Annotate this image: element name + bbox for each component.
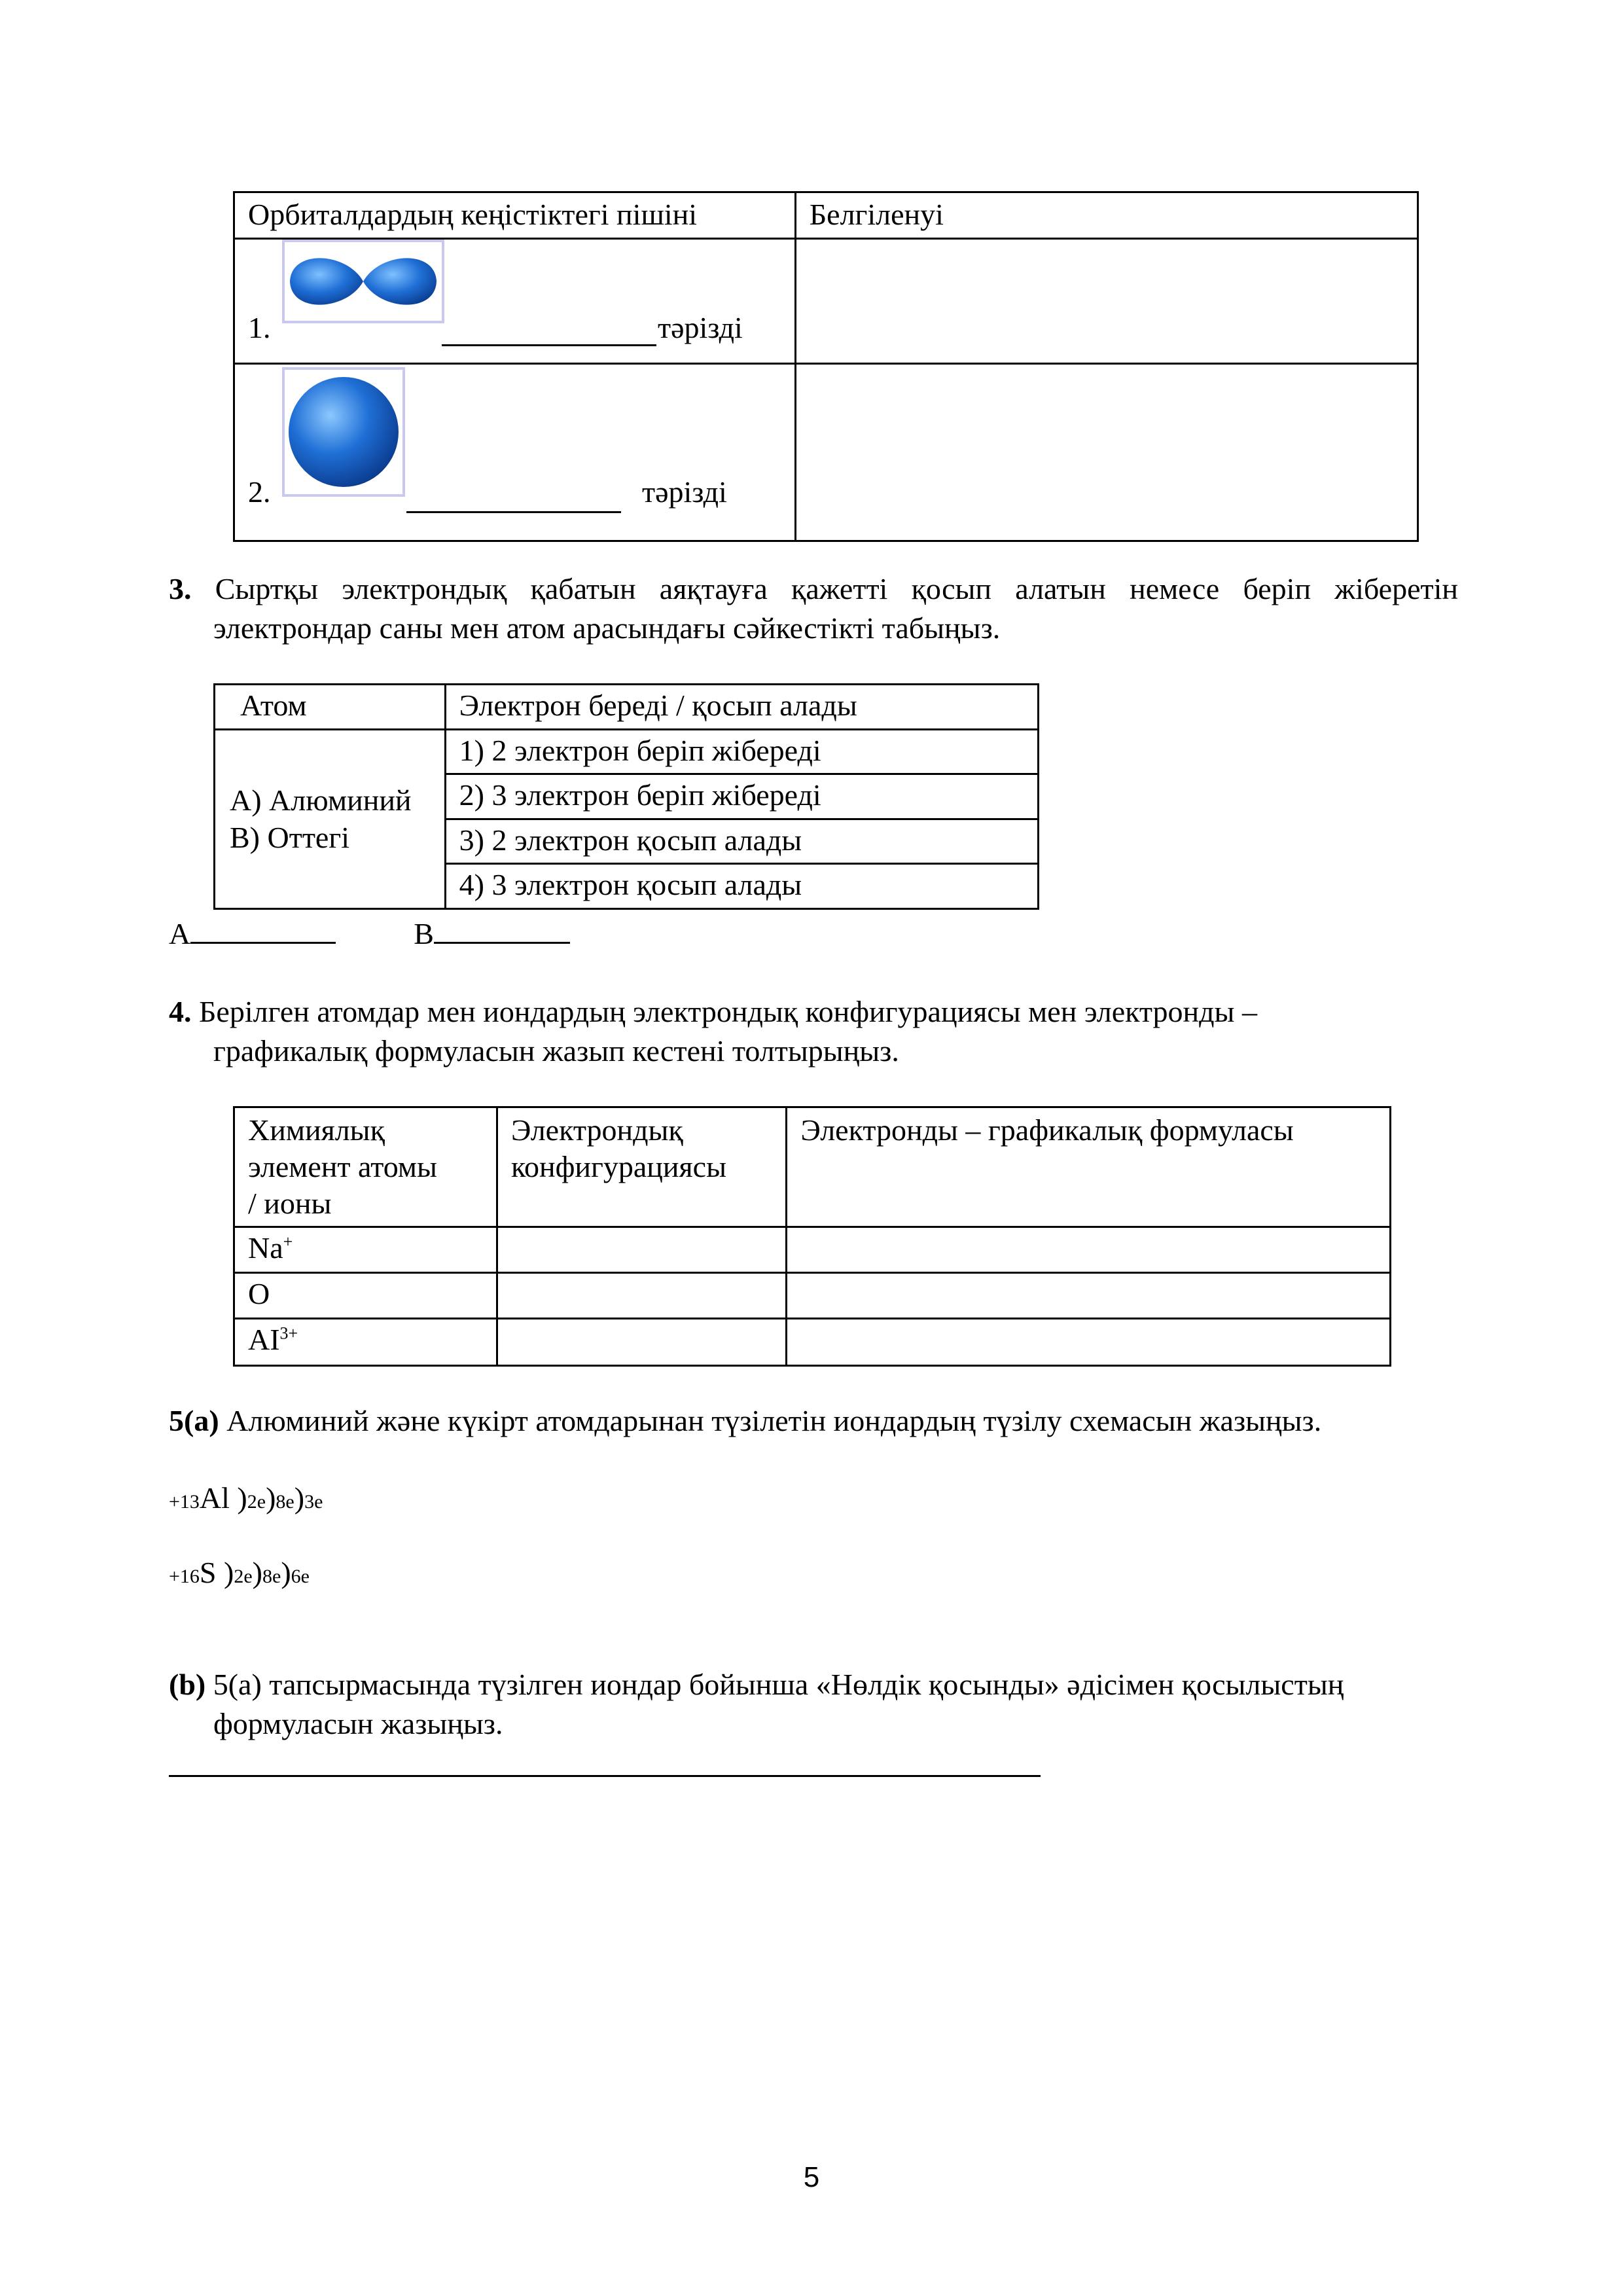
question-4 <box>169 992 1458 1071</box>
answer-b-line[interactable] <box>434 942 570 944</box>
q3-text-line2: электрондар саны мен атом арасындағы сәйкестікті табыңыз. <box>213 611 1001 645</box>
q3-answers <box>169 916 570 951</box>
q4-table <box>233 1106 1391 1367</box>
q3-number: 3. <box>169 572 192 605</box>
question-5a <box>169 1403 1321 1438</box>
al-scheme: +13Al )2e)8e)3e <box>169 1481 323 1515</box>
q4-al-config[interactable] <box>497 1319 787 1366</box>
orbital-row-2 <box>234 363 796 541</box>
dumbbell-orbital-icon <box>285 242 442 321</box>
q3-option-3: 3) 2 электрон қосып алады <box>445 819 1038 864</box>
q3-atoms-cell <box>215 729 446 908</box>
p-orbital-image <box>282 240 444 323</box>
s-orbital-image <box>282 367 405 497</box>
question-5b <box>169 1665 1458 1744</box>
q4-header-graphic: Электронды – графикалық формуласы <box>787 1107 1391 1227</box>
al-charge: +13 <box>169 1491 200 1513</box>
q3-atom-header: Атом <box>215 685 446 730</box>
q3-atom-a: А) Алюминий <box>230 783 412 817</box>
q3-atom-b: В) Оттегі <box>230 821 349 854</box>
q4-row-al: $AI^{3+}$ <box>234 1319 497 1366</box>
q4-row-o: O <box>234 1273 497 1319</box>
q3-option-header: Электрон береді / қосып алады <box>445 685 1038 730</box>
row2-number: 2. <box>248 475 271 509</box>
orbital-row-2-mark[interactable] <box>795 363 1418 541</box>
q4-text-line1: Берілген атомдар мен иондардың электрондық конфигурациясы мен электронды – <box>199 995 1257 1028</box>
page-number: 5 <box>803 2161 820 2193</box>
orbital-shape-header: Орбиталдардың кеңістіктегі пішіні <box>234 192 796 239</box>
al-symbol: Al <box>199 1481 230 1515</box>
q4-header-element: Химиялық элемент атомы / ионы <box>234 1107 497 1227</box>
q5b-number: (b) <box>169 1668 206 1701</box>
q4-al-graphic[interactable] <box>787 1319 1391 1366</box>
q5b-text-line1: 5(а) тапсырмасында түзілген иондар бойынша «Нөлдік қосынды» әдісімен қосылыстың <box>213 1668 1344 1701</box>
orbital-row-1-mark[interactable] <box>795 238 1418 363</box>
q3-option-1: 1) 2 электрон беріп жібереді <box>445 729 1038 774</box>
q5b-text-line2: формуласын жазыңыз. <box>213 1707 503 1740</box>
q3-text-line1: Сыртқы электрондық қабатын аяқтауға қажетті қосып алатын немесе беріп жіберетін <box>215 572 1458 605</box>
q4-header-config: Электрондық конфигурациясы <box>497 1107 787 1227</box>
q4-text-line2: графикалық формуласын жазып кестені толтырыңыз. <box>213 1034 899 1067</box>
q4-row-na: Na+ <box>234 1227 497 1273</box>
answer-a-label: А <box>169 917 191 950</box>
question-3 <box>169 569 1458 648</box>
row2-suffix: тәрізді <box>642 475 727 509</box>
q5a-text: Алюминий және күкірт атомдарынан түзілетін иондардың түзілу схемасын жазыңыз. <box>226 1404 1322 1437</box>
orbital-row-1 <box>234 238 796 363</box>
orbital-table <box>233 191 1419 542</box>
q4-number: 4. <box>169 995 192 1028</box>
row2-answer-line[interactable] <box>406 511 621 513</box>
answer-b-label: В <box>414 917 434 950</box>
row1-suffix: тәрізді <box>658 310 743 344</box>
sphere-orbital-icon <box>285 370 402 494</box>
q3-option-2: 2) 3 электрон беріп жібереді <box>445 774 1038 819</box>
answer-a-line[interactable] <box>190 942 336 944</box>
s-charge: +16 <box>169 1566 200 1587</box>
q4-o-config[interactable] <box>497 1273 787 1319</box>
orbital-mark-header: Белгіленуі <box>795 192 1418 239</box>
q5a-number: 5(a) <box>169 1404 219 1437</box>
q3-option-4: 4) 3 электрон қосып алады <box>445 864 1038 909</box>
s-symbol: S <box>199 1556 217 1589</box>
q3-table <box>213 683 1039 910</box>
q5b-answer-line[interactable] <box>169 1775 1041 1777</box>
q4-na-graphic[interactable] <box>787 1227 1391 1273</box>
q4-o-graphic[interactable] <box>787 1273 1391 1319</box>
q4-na-config[interactable] <box>497 1227 787 1273</box>
row1-answer-line[interactable] <box>442 344 656 346</box>
row1-number: 1. <box>248 310 271 344</box>
s-scheme: +16S )2e)8e)6e <box>169 1556 310 1589</box>
